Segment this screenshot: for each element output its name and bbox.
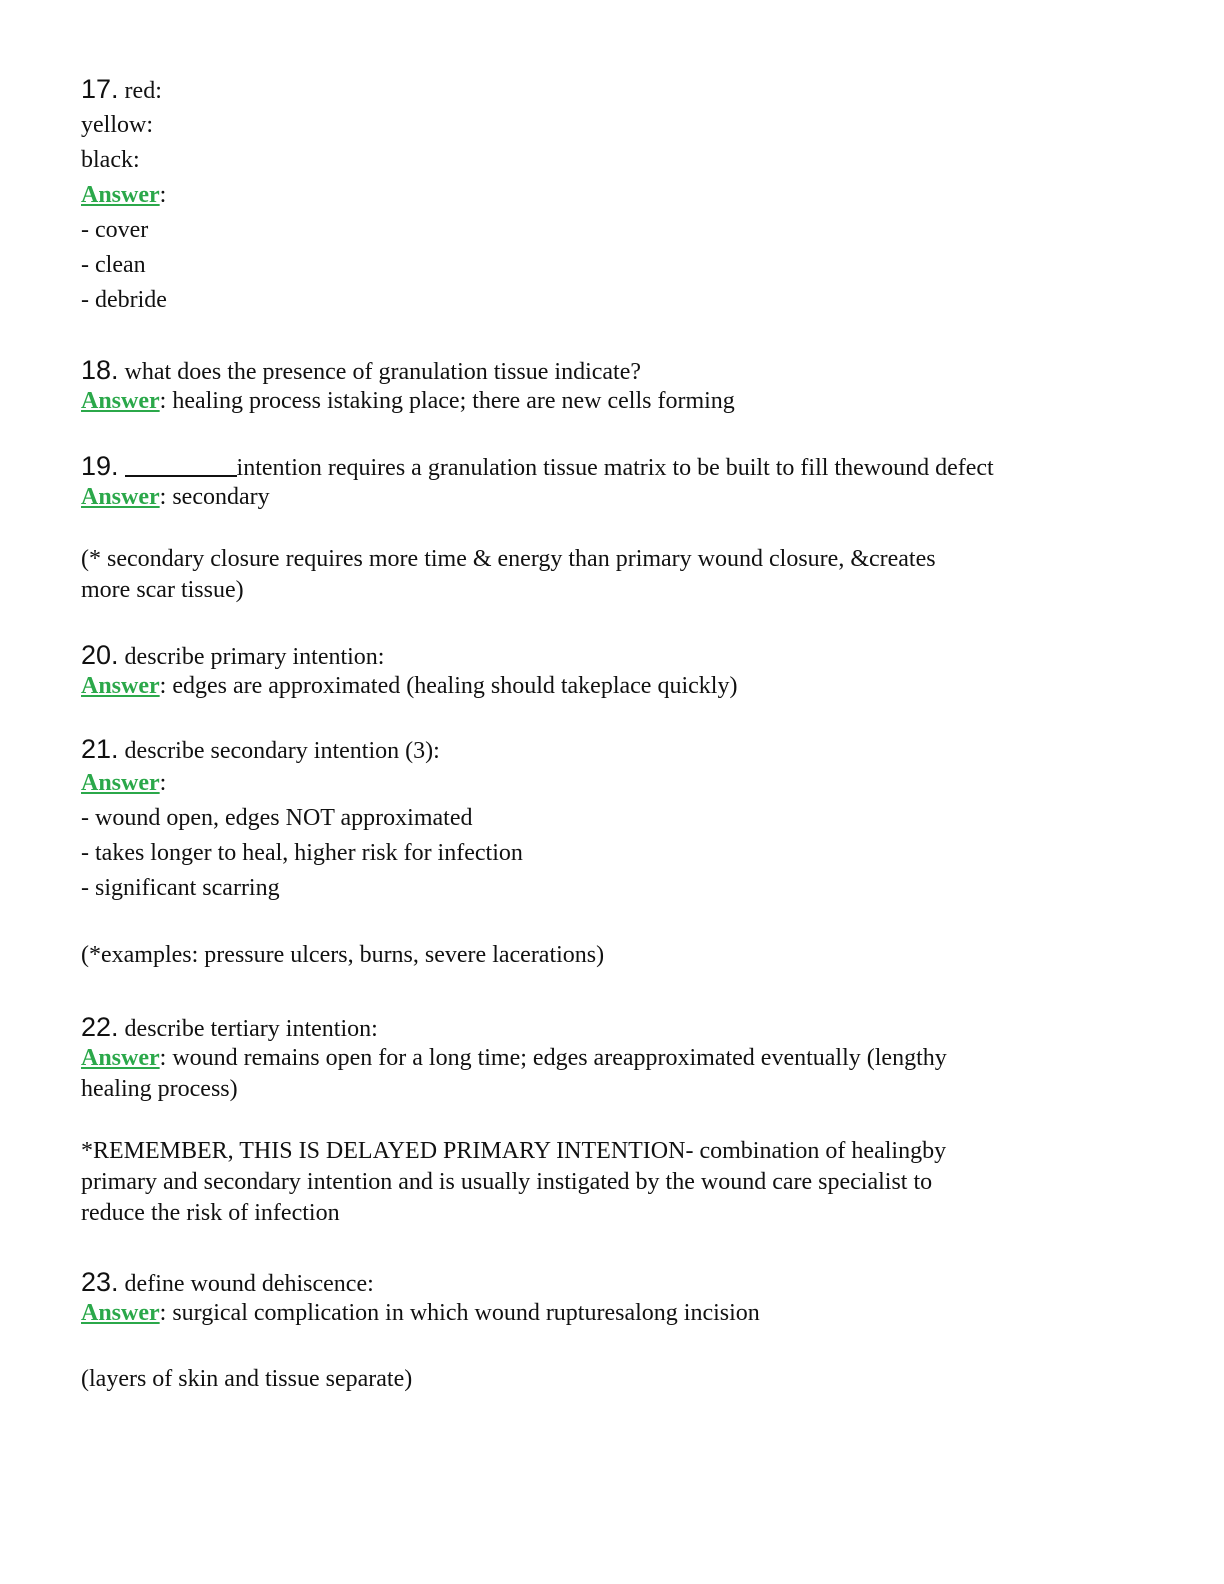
q20-question: describe primary intention:: [124, 644, 385, 670]
q17-answer-cover: - cover: [81, 217, 149, 243]
q21-answer-line: Answer:: [81, 770, 167, 796]
q21-answer-3: - significant scarring: [81, 875, 280, 901]
q22-note-line-2: primary and secondary intention and is usually instigated by the wound care specialist to: [81, 1169, 933, 1195]
q17-black-label: black:: [81, 147, 140, 173]
answer-label: Answer: [81, 770, 160, 796]
q21-number: 21.: [81, 734, 119, 764]
q18-question: what does the presence of granulation tissue indicate?: [124, 359, 642, 385]
q18-answer: healing process istaking place; there are new cells forming: [172, 388, 735, 414]
q19-note-line-1: (* secondary closure requires more time & energy than primary wound closure, &creates: [81, 546, 936, 572]
q18-question-line: [81, 355, 641, 387]
q21-question: describe secondary intention (3):: [124, 738, 440, 764]
q17-red-label: red:: [124, 78, 162, 104]
q20-answer: edges are approximated (healing should takeplace quickly): [172, 673, 738, 699]
q21-answer-2: - takes longer to heal, higher risk for infection: [81, 840, 523, 866]
answer-label: Answer: [81, 182, 160, 208]
q18-number: 18.: [81, 355, 119, 385]
q22-answer-part-1: wound remains open for a long time; edges areapproximated eventually (lengthy: [172, 1045, 947, 1071]
answer-label: Answer: [81, 1045, 160, 1071]
q22-answer-line: Answer: wound remains open for a long time; edges areapproximated eventually (lengthy: [81, 1045, 947, 1071]
q21-answer-1: - wound open, edges NOT approximated: [81, 805, 473, 831]
q20-question-line: [81, 640, 384, 672]
q17-yellow-label: yellow:: [81, 112, 153, 138]
q23-answer: surgical complication in which wound rupturesalong incision: [172, 1300, 760, 1326]
answer-label: Answer: [81, 1300, 160, 1326]
q19-number: 19.: [81, 451, 119, 481]
q18-answer-line: Answer: healing process istaking place; there are new cells forming: [81, 388, 735, 414]
q22-answer-part-2: healing process): [81, 1076, 238, 1102]
q23-answer-line: Answer: surgical complication in which wound rupturesalong incision: [81, 1300, 760, 1326]
q23-question-line: [81, 1267, 374, 1299]
q21-question-line: [81, 734, 440, 766]
q19-question: intention requires a granulation tissue matrix to be built to fill thewound defect: [236, 455, 994, 481]
answer-label: Answer: [81, 388, 160, 414]
q19-answer: secondary: [172, 484, 270, 510]
q20-number: 20.: [81, 640, 119, 670]
q21-note: (*examples: pressure ulcers, burns, severe lacerations): [81, 942, 605, 968]
q17-answer-debride: - debride: [81, 287, 167, 313]
q19-question-line: [81, 451, 994, 483]
q17-number: 17.: [81, 74, 119, 104]
q17-answer-line: Answer:: [81, 182, 167, 208]
q17-line-red: [81, 74, 162, 106]
q22-note-line-3: reduce the risk of infection: [81, 1200, 340, 1226]
fill-in-blank: [125, 475, 237, 477]
q22-question: describe tertiary intention:: [124, 1016, 378, 1042]
q19-note-line-2: more scar tissue): [81, 577, 244, 603]
q23-note: (layers of skin and tissue separate): [81, 1366, 413, 1392]
answer-label: Answer: [81, 673, 160, 699]
q23-question: define wound dehiscence:: [124, 1271, 374, 1297]
q22-question-line: [81, 1012, 378, 1044]
q17-answer-clean: - clean: [81, 252, 146, 278]
q22-note-line-1: *REMEMBER, THIS IS DELAYED PRIMARY INTENTION- combination of healingby: [81, 1138, 947, 1164]
q22-number: 22.: [81, 1012, 119, 1042]
answer-label: Answer: [81, 484, 160, 510]
q23-number: 23.: [81, 1267, 119, 1297]
q19-answer-line: Answer: secondary: [81, 484, 270, 510]
q20-answer-line: Answer: edges are approximated (healing should takeplace quickly): [81, 673, 738, 699]
